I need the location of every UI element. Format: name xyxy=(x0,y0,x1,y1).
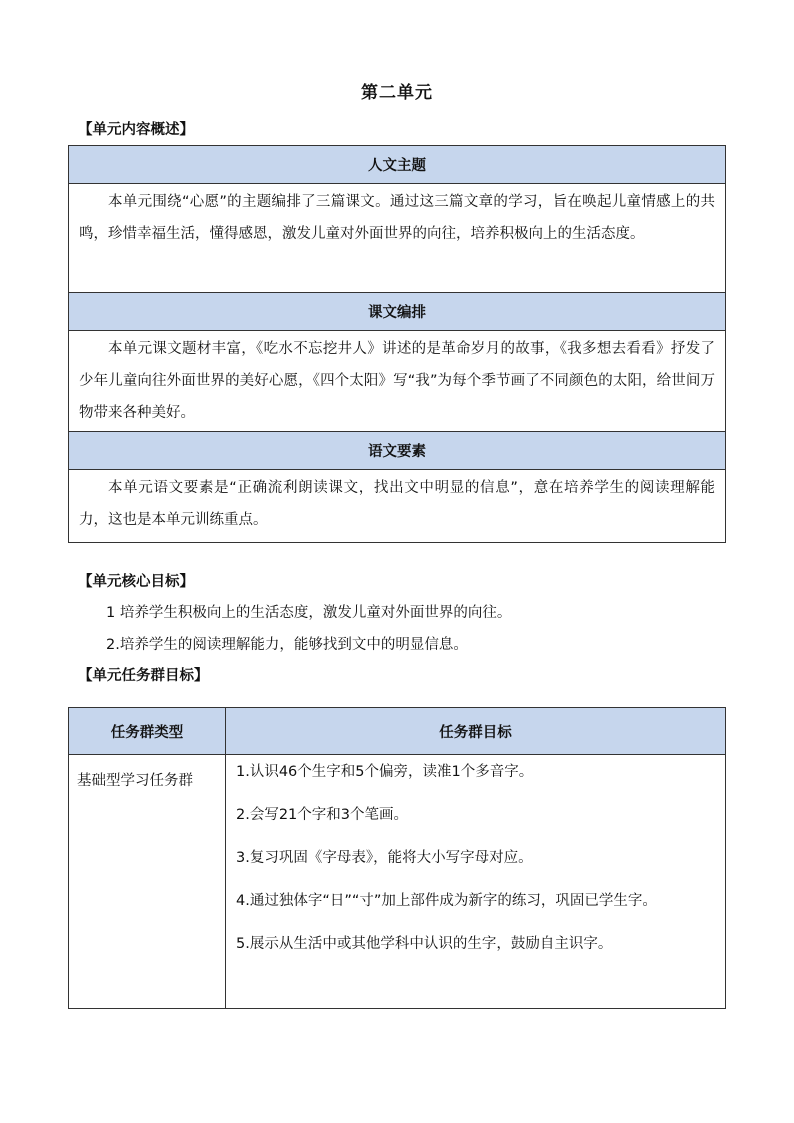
task-goal-item: 3.复习巩固《字母表》，能将大小写字母对应。 xyxy=(236,850,533,866)
task-goal-item: 5.展示从生活中或其他学科中认识的生字，鼓励自主识字。 xyxy=(236,936,613,952)
task-type-cell: 基础型学习任务群 xyxy=(69,755,226,1009)
overview-table xyxy=(68,145,726,543)
core-goal-item: 1 培养学生积极向上的生活态度，激发儿童对外面世界的向往。 xyxy=(106,605,512,621)
task-group-table xyxy=(68,707,726,1009)
task-goals-cell xyxy=(226,755,726,1009)
overview-text-arrangement: 本单元课文题材丰富，《吃水不忘挖井人》讲述的是革命岁月的故事，《我多想去看看》抒发了少年儿童向往外面世界的美好心愿，《四个太阳》写“我”为每个季节画了不同颜色的太阳，给世间万物带来各种美好。 xyxy=(69,331,726,432)
page-title: 第二单元 xyxy=(361,83,433,103)
overview-text-elements: 本单元语文要素是“正确流利朗读课文，找出文中明显的信息”，意在培养学生的阅读理解能力，这也是本单元训练重点。 xyxy=(69,470,726,543)
overview-text-theme: 本单元围绕“心愿”的主题编排了三篇课文。通过这三篇文章的学习，旨在唤起儿童情感上的共鸣，珍惜幸福生活，懂得感恩，激发儿童对外面世界的向往，培养积极向上的生活态度。 xyxy=(69,184,726,293)
overview-header-theme: 人文主题 xyxy=(69,146,726,184)
task-goal-item: 4.通过独体字“日”“寸”加上部件成为新字的练习，巩固已学生字。 xyxy=(236,893,657,909)
core-goal-item: 2.培养学生的阅读理解能力，能够找到文中的明显信息。 xyxy=(106,637,468,653)
task-goal-item: 1.认识46个生字和5个偏旁，读准1个多音字。 xyxy=(236,764,534,780)
overview-header-arrangement: 课文编排 xyxy=(69,293,726,331)
task-col-goal-header: 任务群目标 xyxy=(226,708,726,755)
section-heading-core-goals: 【单元核心目标】 xyxy=(78,574,194,590)
task-col-type-header: 任务群类型 xyxy=(69,708,226,755)
task-goal-item: 2.会写21个字和3个笔画。 xyxy=(236,807,409,823)
section-heading-overview: 【单元内容概述】 xyxy=(78,122,194,138)
overview-header-elements: 语文要素 xyxy=(69,432,726,470)
section-heading-task-goals: 【单元任务群目标】 xyxy=(78,668,209,684)
